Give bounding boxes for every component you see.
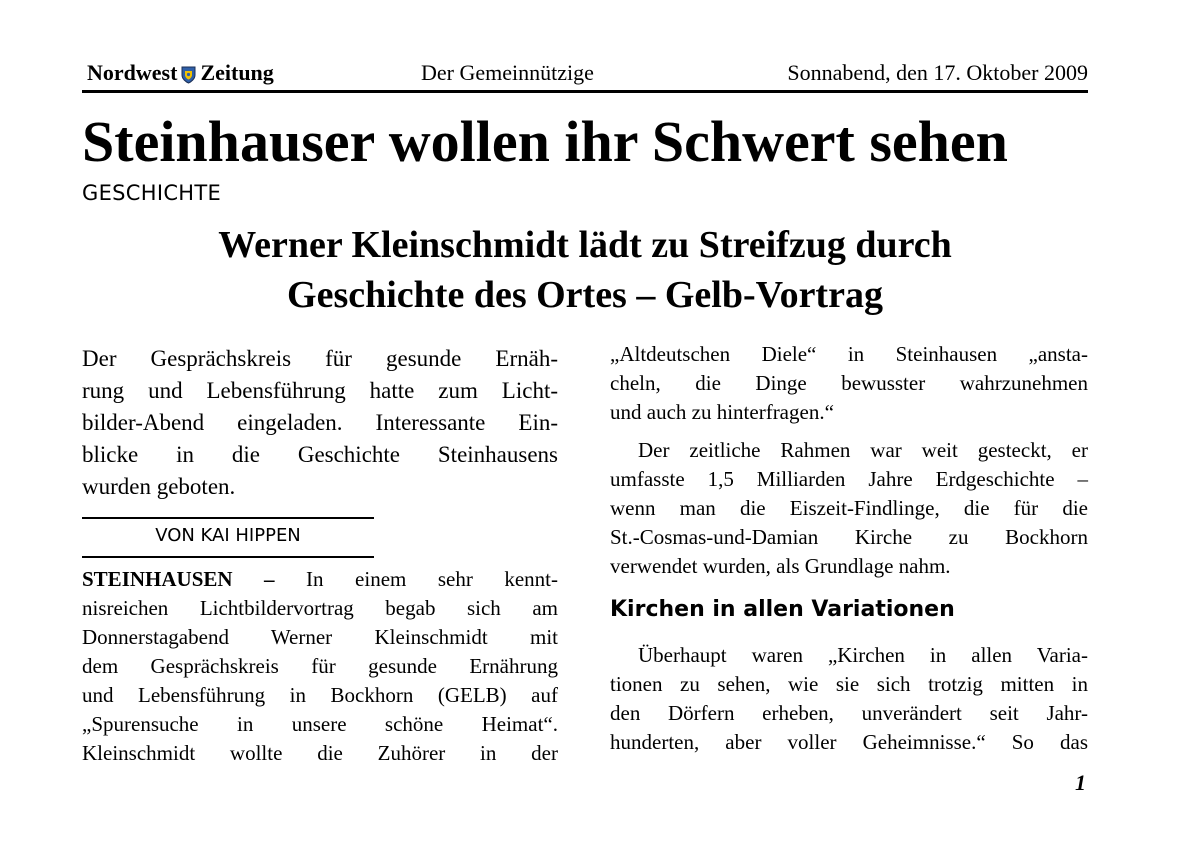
body-line: hunderten, aber voller Geheimnisse.“ So das — [610, 730, 1088, 754]
teaser — [82, 343, 558, 503]
body-right-column — [610, 340, 1088, 581]
body-right-column-continued — [610, 641, 1088, 757]
page-number: 1 — [1075, 770, 1086, 795]
masthead — [82, 58, 1088, 88]
body-line: umfasste 1,5 Milliarden Jahre Erdgeschichte – — [610, 467, 1088, 491]
subhead — [82, 220, 1088, 320]
body-line — [82, 565, 558, 594]
headline: Steinhauser wollen ihr Schwert sehen — [82, 109, 1008, 174]
teaser-line: bilder-Abend eingeladen. Interessante Ein- — [82, 410, 558, 435]
body-line: Kleinschmidt wollte die Zuhörer in der — [82, 741, 558, 765]
teaser-line: Der Gesprächskreis für gesunde Ernäh- — [82, 346, 558, 371]
body-line: St.-Cosmas-und-Damian Kirche zu Bockhorn — [610, 525, 1088, 549]
teaser-line: wurden geboten. — [82, 474, 236, 499]
subhead-line: Werner Kleinschmidt lädt zu Streifzug durch — [218, 224, 952, 266]
body-line: den Dörfern erheben, unverändert seit Jahr- — [610, 701, 1088, 725]
teaser-line: rung und Lebensführung hatte zum Licht- — [82, 378, 558, 403]
body-line: „Spurensuche in unsere schöne Heimat“. — [82, 712, 558, 736]
body-left-column — [82, 565, 558, 768]
subhead-line: Geschichte des Ortes – Gelb-Vortrag — [287, 274, 883, 316]
byline: VON KAI HIPPEN — [155, 525, 301, 546]
brand-left: Nordwest — [87, 60, 178, 85]
body-line: Der zeitliche Rahmen war weit gesteckt, er — [638, 438, 1088, 462]
brand-right: Zeitung — [200, 60, 274, 85]
issue-date: Sonnabend, den 17. Oktober 2009 — [787, 60, 1088, 85]
byline-rule-bottom — [82, 556, 374, 558]
body-line: nisreichen Lichtbildervortrag begab sich am — [82, 596, 558, 620]
body-line: „Altdeutschen Diele“ in Steinhausen „ansta- — [610, 342, 1088, 366]
newspaper-brand — [87, 60, 274, 86]
masthead-rule — [82, 90, 1088, 93]
paragraph-gap — [610, 427, 1088, 436]
teaser-line: blicke in die Geschichte Steinhausens — [82, 442, 558, 467]
body-text: In einem sehr kennt- — [274, 567, 558, 591]
dateline: STEINHAUSEN – — [82, 567, 275, 591]
body-line: verwendet wurden, als Grundlage nahm. — [610, 554, 951, 578]
kicker: GESCHICHTE — [82, 181, 222, 205]
body-line: und Lebensführung in Bockhorn (GELB) auf — [82, 683, 558, 707]
body-line: wenn man die Eiszeit-Findlinge, die für die — [610, 496, 1088, 520]
section-heading: Kirchen in allen Variationen — [610, 597, 955, 622]
section-name: Der Gemeinnützige — [421, 60, 594, 85]
body-line: tionen zu sehen, wie sie sich trotzig mitten in — [610, 672, 1088, 696]
body-line: Donnerstagabend Werner Kleinschmidt mit — [82, 625, 558, 649]
body-line: cheln, die Dinge bewusster wahrzunehmen — [610, 371, 1088, 395]
body-line: Überhaupt waren „Kirchen in allen Varia- — [638, 643, 1088, 667]
body-line: dem Gesprächskreis für gesunde Ernährung — [82, 654, 558, 678]
byline-rule-top — [82, 517, 374, 519]
crest-icon — [181, 64, 196, 82]
body-line: und auch zu hinterfragen.“ — [610, 400, 834, 424]
